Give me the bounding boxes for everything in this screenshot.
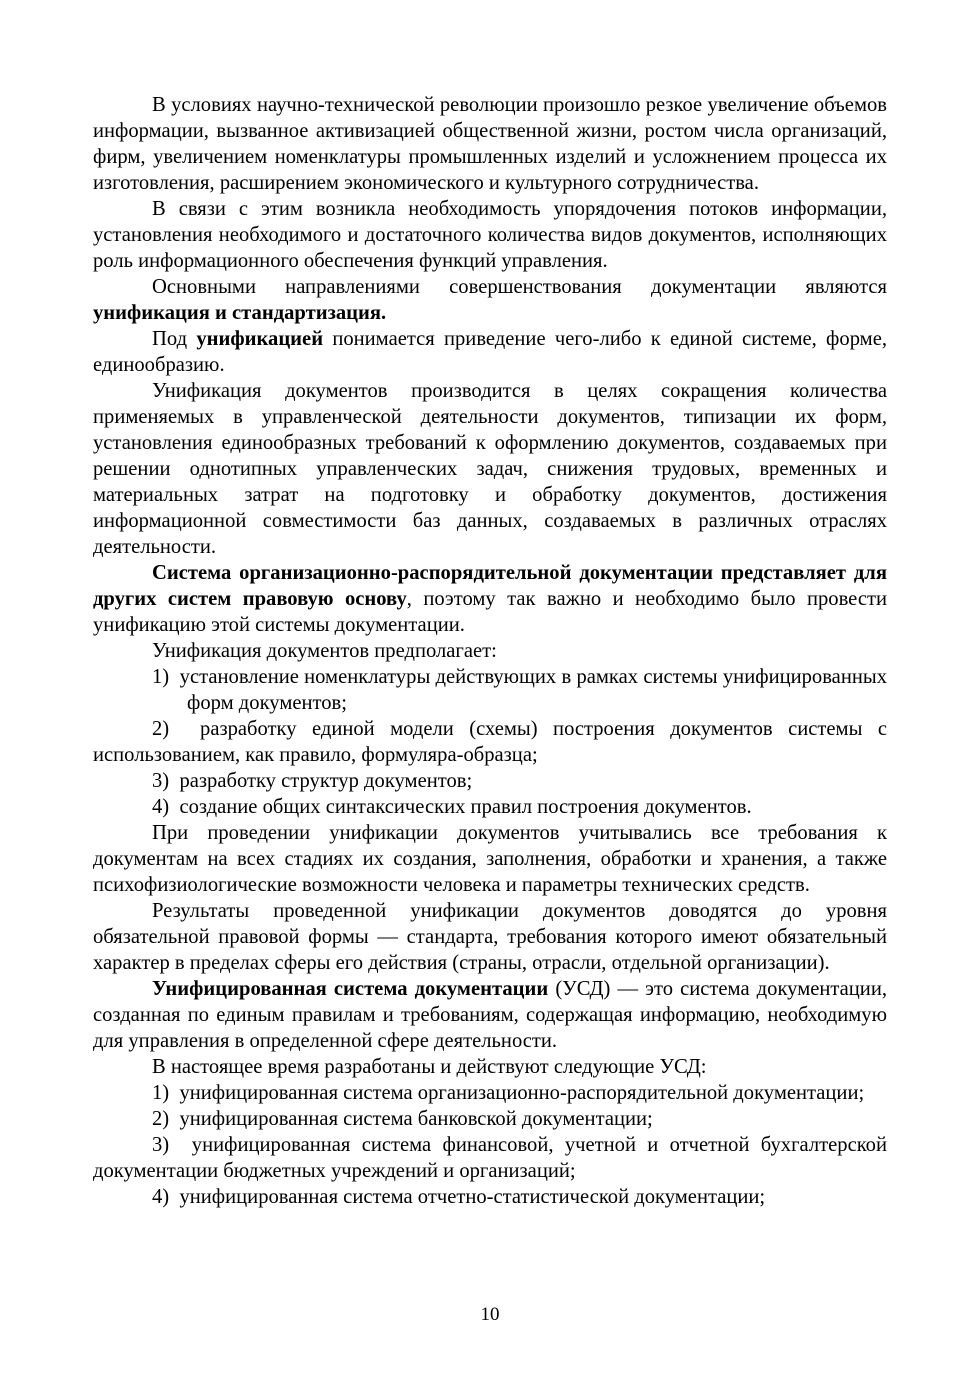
list-1-item-1: 1) установление номенклатуры действующих в рамках системы унифицированных форм документов;	[152, 666, 887, 714]
list-2-item-1: 1) унифицированная система организационно-распорядительной документации;	[152, 1082, 865, 1104]
paragraph-11: В настоящее время разработаны и действуют следующие УСД:	[152, 1056, 707, 1078]
list-2-item-2: 2) унифицированная система банковской документации;	[152, 1108, 653, 1130]
paragraph-3	[93, 274, 887, 326]
list-2-item-3: 3) унифицированная система финансовой, учетной и отчетной бухгалтерской документации бюджетных учреждений и организаций;	[93, 1134, 887, 1182]
paragraph-4	[93, 326, 887, 378]
list-1-item-4: 4) создание общих синтаксических правил построения документов.	[152, 796, 752, 818]
page-number: 10	[480, 1304, 500, 1325]
paragraph-3-bold: унификация и стандартизация.	[93, 302, 387, 324]
paragraph-4-post: понимается приведение чего-либо к единой системе, форме, единообразию.	[93, 328, 887, 376]
page-body	[93, 92, 887, 1210]
paragraph-6-post: , поэтому так важно и необходимо было провести унификацию этой системы документации.	[93, 588, 888, 636]
paragraph-5: Унификация документов производится в целях сокращения количества применяемых в управленческой деятельности документов, типизации их форм, установления единообразных требований к оформлению документов, создаваемых при решении однотипных управленческих задач, снижения трудовых, временных и материальных затрат на подготовку и обработку документов, достижения информационной совместимости баз данных, создаваемых в различных отраслях деятельности.	[93, 380, 887, 558]
paragraph-8: При проведении унификации документов учитывались все требования к документам на всех стадиях их создания, заполнения, обработки и хранения, а также психофизиологические возможности человека и параметры технических средств.	[93, 822, 887, 896]
paragraph-1: В условиях научно-технической революции произошло резкое увеличение объемов информации, вызванное активизацией общественной жизни, ростом числа организаций, фирм, увеличением номенклатуры промышленных изделий и усложнением процесса их изготовления, расширением экономического и культурного сотрудничества.	[93, 94, 887, 194]
paragraph-6	[93, 560, 887, 638]
paragraph-4-pre: Под	[152, 328, 197, 350]
paragraph-6-bold: Система организационно-распорядительной документации представляет для других систем правовую основу	[93, 562, 887, 610]
list-2-item-4: 4) унифицированная система отчетно-статистической документации;	[152, 1186, 766, 1208]
paragraph-7: Унификация документов предполагает:	[152, 640, 497, 662]
paragraph-10	[93, 976, 887, 1054]
paragraph-10-post: (УСД) — это система документации, созданная по единым правилам и требованиям, содержащая информацию, необходимую для управления в определенной сфере деятельности.	[93, 978, 887, 1052]
paragraph-3-text: Основными направлениями совершенствования документации являются	[152, 276, 887, 298]
paragraph-4-bold: унификацией	[196, 328, 324, 350]
paragraph-2: В связи с этим возникла необходимость упорядочения потоков информации, установления необходимого и достаточного количества видов документов, исполняющих роль информационного обеспечения функций управления.	[93, 198, 887, 272]
paragraph-10-bold: Унифицированная система документации	[152, 978, 549, 1000]
list-1-item-2: 2) разработку единой модели (схемы) построения документов системы с использованием, как правило, формуляра-образца;	[93, 718, 887, 766]
list-1-item-3: 3) разработку структур документов;	[152, 770, 473, 792]
paragraph-9: Результаты проведенной унификации документов доводятся до уровня обязательной правовой формы — стандарта, требования которого имеют обязательный характер в пределах сферы его действия (страны, отрасли, отдельной организации).	[93, 900, 887, 974]
